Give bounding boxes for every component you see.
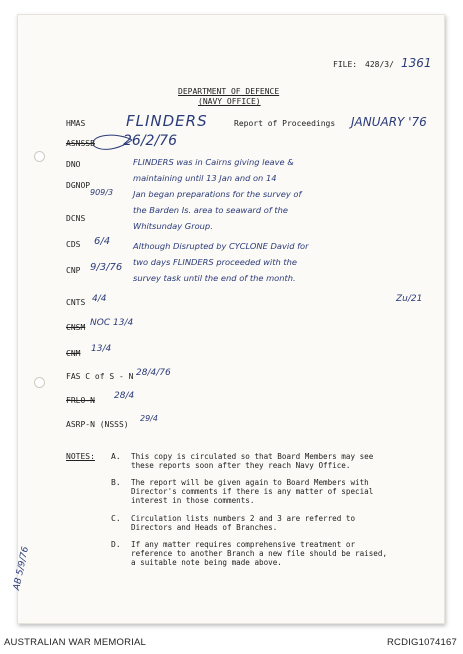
routing-initials: 9/3/76 bbox=[90, 262, 123, 273]
department-heading: DEPARTMENT OF DEFENCE bbox=[178, 87, 280, 96]
routing-code: CNP bbox=[66, 266, 81, 275]
note-text: This copy is circulated so that Board Members may see these reports soon after they reach Navy Office. bbox=[131, 452, 374, 470]
file-label: FILE: bbox=[333, 60, 358, 69]
hmas-label: HMAS bbox=[66, 119, 86, 128]
routing-code: CDS bbox=[66, 240, 81, 249]
routing-initials: 909/3 bbox=[90, 188, 114, 197]
note-text: If any matter requires comprehensive treatment or reference to another Branch a new file should be raised, a suitable note being made above. bbox=[131, 540, 388, 567]
routing-code: FRLO-N bbox=[66, 396, 95, 405]
routing-code: DGNOP bbox=[66, 181, 91, 190]
note-text: Circulation lists numbers 2 and 3 are referred to Directors and Heads of Branches. bbox=[131, 514, 356, 532]
routing-scribble-loop bbox=[88, 130, 138, 156]
report-initials: Zu/21 bbox=[396, 294, 423, 304]
footer-left: AUSTRALIAN WAR MEMORIAL bbox=[4, 637, 147, 648]
note-letter: D. bbox=[111, 540, 121, 549]
notes-label: NOTES: bbox=[66, 452, 95, 461]
routing-initials: 28/4 bbox=[114, 391, 135, 401]
routing-code: DCNS bbox=[66, 214, 86, 223]
file-number-handwritten: 1361 bbox=[401, 56, 432, 70]
report-line: Although Disrupted by CYCLONE David for bbox=[133, 241, 309, 251]
report-month: JANUARY '76 bbox=[351, 115, 427, 129]
routing-initials: 28/4/76 bbox=[136, 368, 171, 378]
note-text: The report will be given again to Board Members with Director's comments if there is any matter of special interest in those comments. bbox=[131, 478, 374, 505]
footer-right: RCDIG1074167 bbox=[387, 637, 457, 648]
note-letter: A. bbox=[111, 452, 121, 461]
report-line: Whitsunday Group. bbox=[133, 221, 213, 231]
report-line: survey task until the end of the month. bbox=[133, 273, 296, 283]
note-letter: C. bbox=[111, 514, 121, 523]
report-line: FLINDERS was in Cairns giving leave & bbox=[133, 157, 294, 167]
report-line: the Barden Is. area to seaward of the bbox=[133, 205, 288, 215]
routing-code: CNSM bbox=[66, 323, 86, 332]
note-letter: B. bbox=[111, 478, 121, 487]
routing-initials: 26/2/76 bbox=[123, 133, 177, 149]
report-line: Jan began preparations for the survey of bbox=[133, 189, 302, 199]
report-line: maintaining until 13 Jan and on 14 bbox=[133, 173, 277, 183]
routing-initials: 29/4 bbox=[140, 414, 158, 423]
routing-initials: 4/4 bbox=[92, 294, 107, 304]
routing-initials: 6/4 bbox=[94, 236, 111, 247]
routing-code: CNTS bbox=[66, 298, 86, 307]
routing-code: DNO bbox=[66, 160, 81, 169]
routing-code: ASRP-N (NSSS) bbox=[66, 420, 129, 429]
punch-hole-bottom bbox=[34, 377, 45, 388]
office-heading: (NAVY OFFICE) bbox=[198, 97, 261, 106]
report-line: two days FLINDERS proceeded with the bbox=[133, 257, 297, 267]
routing-initials: NOC 13/4 bbox=[90, 318, 134, 328]
routing-code: FAS C of S - N bbox=[66, 372, 134, 381]
routing-initials: 13/4 bbox=[91, 344, 112, 354]
punch-hole-top bbox=[34, 151, 45, 162]
report-title: Report of Proceedings bbox=[234, 119, 336, 128]
file-number: 428/3/ bbox=[365, 60, 394, 69]
margin-annotation: AB 5/9/76 bbox=[12, 545, 31, 592]
routing-code: CNM bbox=[66, 349, 81, 358]
routing-code: ASNSSB bbox=[66, 139, 95, 148]
document-page bbox=[12, 14, 445, 624]
ship-name: FLINDERS bbox=[126, 112, 208, 130]
